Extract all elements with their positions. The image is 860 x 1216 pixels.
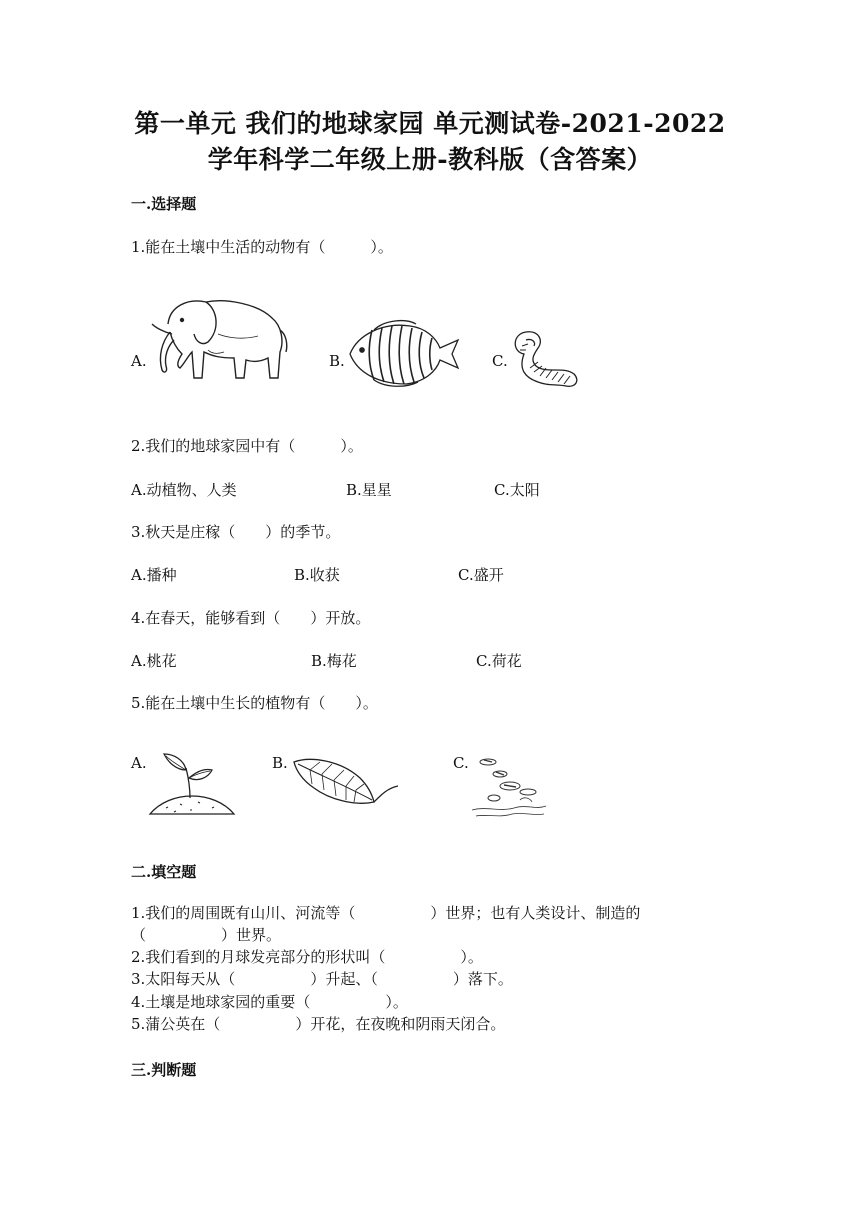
q3-option-a: A.播种 xyxy=(131,566,177,584)
q3-option-b: B.收获 xyxy=(294,566,340,584)
page-title-line-1: 第一单元 我们的地球家园 单元测试卷-2021-2022 xyxy=(134,109,726,138)
q1-option-c-label: C. xyxy=(492,352,508,370)
sprout-icon xyxy=(146,752,236,818)
q1-option-b-label: B. xyxy=(329,352,345,370)
q2-option-b: B.星星 xyxy=(346,481,392,499)
section-heading-fill: 二.填空题 xyxy=(131,863,197,881)
q1-option-a-label: A. xyxy=(131,352,147,370)
fill-question-5: 5.蒲公英在（ ）开花，在夜晚和阴雨天闭合。 xyxy=(131,1015,506,1033)
elephant-icon xyxy=(148,294,290,384)
choice-question-3: 3.秋天是庄稼（ ）的季节。 xyxy=(131,523,341,541)
choice-question-2: 2.我们的地球家园中有（ ）。 xyxy=(131,437,363,455)
fill-question-4: 4.土壤是地球家园的重要（ ）。 xyxy=(131,993,408,1011)
q4-option-c: C.荷花 xyxy=(476,652,522,670)
choice-question-5: 5.能在土壤中生长的植物有（ ）。 xyxy=(131,694,378,712)
q5-option-c-label: C. xyxy=(453,754,469,772)
leaf-icon xyxy=(290,754,400,810)
fish-icon xyxy=(344,318,462,388)
fill-question-1-line-2: （ ）世界。 xyxy=(131,926,282,944)
q4-option-a: A.桃花 xyxy=(131,652,177,670)
q2-option-a: A.动植物、人类 xyxy=(131,481,237,499)
earthworm-icon xyxy=(508,326,582,390)
fill-question-2: 2.我们看到的月球发亮部分的形状叫（ ）。 xyxy=(131,948,483,966)
fill-question-3: 3.太阳每天从（ ）升起、（ ）落下。 xyxy=(131,970,513,988)
fill-question-1-line-1: 1.我们的周围既有山川、河流等（ ）世界；也有人类设计、制造的 xyxy=(131,904,641,922)
section-heading-choice: 一.选择题 xyxy=(131,195,197,213)
q3-option-c: C.盛开 xyxy=(458,566,504,584)
q5-option-b-label: B. xyxy=(272,754,288,772)
choice-question-1: 1.能在土壤中生活的动物有（ ）。 xyxy=(131,238,393,256)
q4-option-b: B.梅花 xyxy=(311,652,357,670)
page-title-line-2: 学年科学二年级上册-教科版（含答案） xyxy=(207,145,653,174)
water-plants-icon xyxy=(470,752,548,822)
choice-question-4: 4.在春天，能够看到（ ）开放。 xyxy=(131,609,371,627)
q2-option-c: C.太阳 xyxy=(494,481,540,499)
section-heading-judge: 三.判断题 xyxy=(131,1061,197,1079)
q5-option-a-label: A. xyxy=(131,754,147,772)
